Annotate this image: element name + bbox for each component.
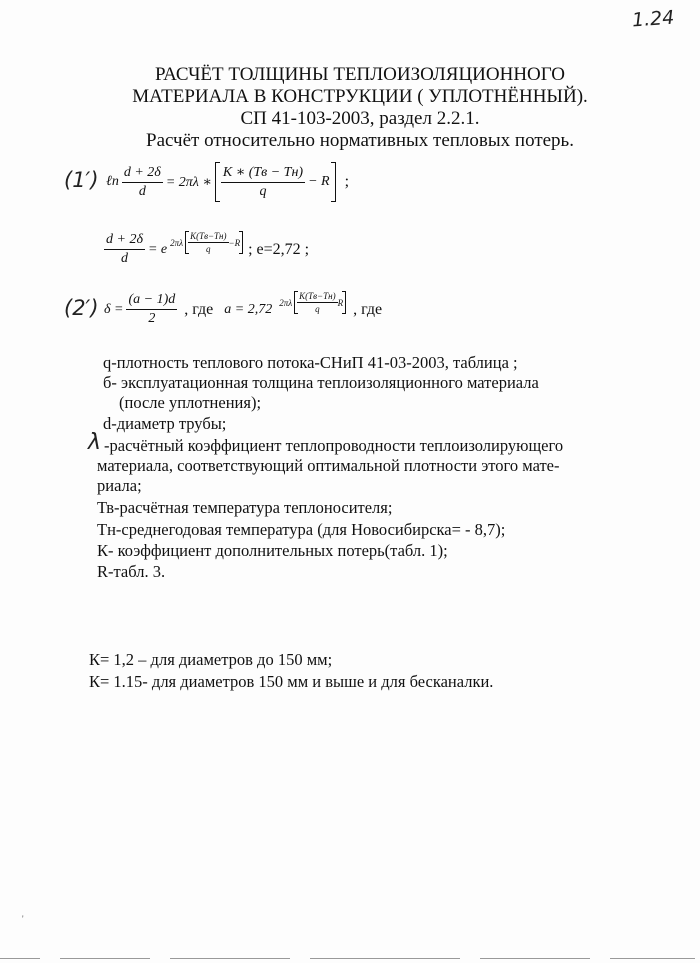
formula-2-exponent: 2πλ $\frac{K(Tв-Tн)}{q}$ −R [170, 231, 243, 254]
title-line-1: РАСЧЁТ ТОЛЩИНЫ ТЕПЛОИЗОЛЯЦИОННОГО [154, 64, 566, 85]
formula-2-fraction: $\frac{d + 2\delta}{d}$ [106, 232, 143, 266]
formula-1: ℓn $\frac{d + 2\delta}{d}$ = 2πλ ∗ $\frac{K ∗ (Tв - Tн)}{q}$ − R ; [106, 162, 349, 202]
scan-edge-line [610, 958, 695, 959]
formula-1-bracket: $\frac{K ∗ (Tв - Tн)}{q}$ − R [215, 162, 336, 202]
scan-edge-line [310, 958, 460, 959]
definition-delta: б- эксплуатационная толщина теплоизоляционного материала [103, 373, 539, 392]
k-value-2: К= 1.15- для диаметров 150 мм и выше и для бесканалки. [89, 672, 494, 691]
definition-lambda-cont-2: риала; [97, 476, 142, 495]
definition-delta-cont: (после уплотнения); [119, 393, 262, 412]
definition-q: q-плотность теплового потока-СНиП 41-03-2003, таблица ; [103, 353, 518, 372]
definition-d: d-диаметр трубы; [103, 414, 227, 433]
definition-tn: Тн-среднегодовая температура (для Новосибирска= - 8,7); [97, 520, 506, 539]
title-line-3: СП 41-103-2003, раздел 2.2.1. [240, 108, 480, 129]
formula-1-fraction: $\frac{d + 2\delta}{d}$ [123, 164, 161, 199]
scan-edge-line [170, 958, 290, 959]
formula-2: $\frac{d + 2\delta}{d}$ = e 2πλ $\frac{K(Tв-Tн)}{q}$ −R ; e=2,72 ; [106, 231, 310, 266]
definition-lambda-cont-1: материала, соответствующий оптимальной плотности этого мате- [97, 456, 560, 475]
scan-edge-line [60, 958, 150, 959]
formula-3: δ = $\frac{(a - 1)d}{2}$ , где a = 2,72 2πλ $\frac{K(Tв-Tн)}{q}$ R , где [104, 291, 383, 326]
ln-symbol: ℓn [106, 174, 119, 189]
page-number: 1.24 [631, 6, 676, 32]
scan-edge-line [480, 958, 590, 959]
definition-r: R-табл. 3. [97, 562, 166, 581]
scan-mark: ' [22, 914, 24, 924]
formula-1-label: (1′) [64, 168, 99, 192]
title-line-4: Расчёт относительно нормативных тепловых потерь. [146, 130, 574, 151]
lambda-handwritten: λ [88, 430, 102, 455]
formula-3-fraction: $\frac{(a - 1)d}{2}$ [128, 292, 176, 326]
formula-3-label: (2′) [64, 296, 99, 320]
formula-3-exponent: 2πλ $\frac{K(Tв-Tн)}{q}$ R [279, 291, 346, 314]
definition-tv: Тв-расчётная температура теплоносителя; [97, 498, 393, 517]
scan-edge-line [0, 958, 40, 959]
k-value-1: К= 1,2 – для диаметров до 150 мм; [89, 650, 333, 669]
title-line-2: МАТЕРИАЛА В КОНСТРУКЦИИ ( УПЛОТНЁННЫЙ). [132, 86, 588, 107]
definition-lambda: -расчётный коэффициент теплопроводности теплоизолирующего [104, 436, 564, 455]
definition-k: К- коэффициент дополнительных потерь(табл. 1); [97, 541, 448, 560]
